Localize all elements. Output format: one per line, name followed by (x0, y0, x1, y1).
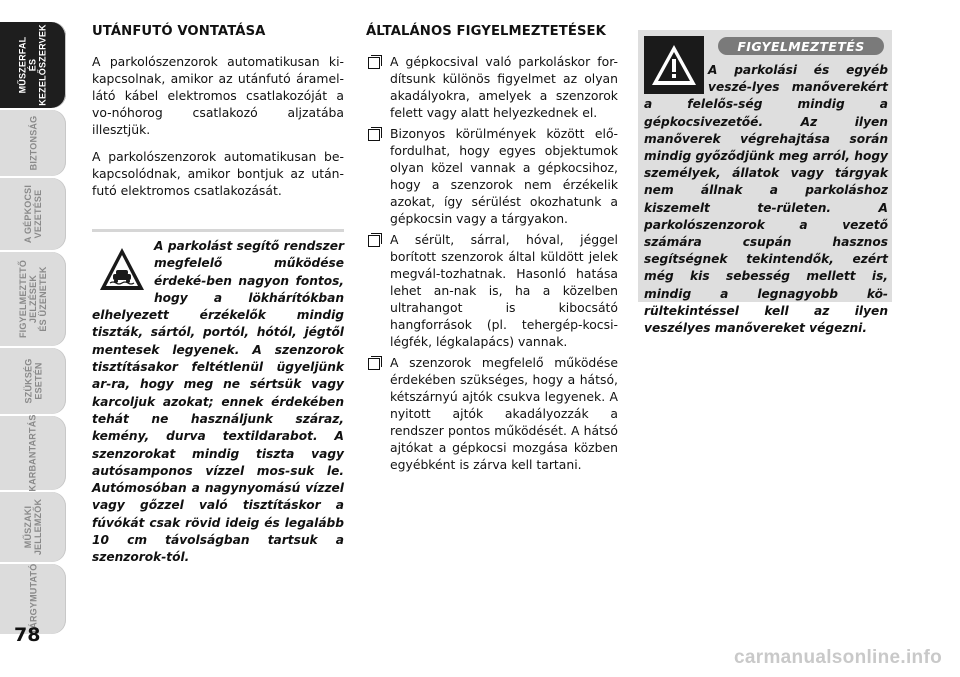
tab-safety[interactable] (0, 110, 66, 176)
panel-text (644, 62, 888, 337)
divider (92, 229, 344, 232)
page-number: 78 (14, 624, 41, 646)
paragraph: A parkolószenzorok automatikusan ki-kapcsolnak, amikor az utánfutó áramel-látó kábel elektromos csatlakozóját a vo-nóhorog csatlakozó aljzatába illesztjük. (92, 54, 344, 137)
warning-panel (638, 30, 892, 336)
column-trailer-towing (92, 24, 344, 567)
paragraph: A parkolószenzorok automatikusan be-kapcsolódnak, amikor bontjuk az után-futó elektromos csatlakozását. (92, 149, 344, 198)
tab-driving[interactable] (0, 178, 66, 250)
tab-label: MŰSZERFAL ÉS KEZELŐSZERVEK (18, 24, 49, 106)
tab-label: A GÉPKOCSI VEZETÉSE (23, 184, 43, 244)
tab-instruments-controls[interactable] (0, 22, 66, 108)
section-title: ÁLTALÁNOS FIGYELMEZTETÉSEK (366, 24, 606, 39)
checkbox-bullet-icon (368, 235, 380, 247)
tab-label: MŰSZAKI JELLEMZŐK (23, 498, 43, 556)
column-general-warnings (366, 24, 618, 477)
tab-technical-data[interactable] (0, 492, 66, 562)
panel-header-label: FIGYELMEZTETÉS (737, 38, 865, 54)
watermark: carmanualsonline.info (734, 647, 942, 668)
tab-label: KARBANTARTÁS (28, 414, 39, 492)
list-item-text: Bizonyos körülmények között elő-fordulhat, hogy egyes objektumok olyan közel vannak a gépkocsihoz, hogy a szenzorok nem érzékelik azokat, így sérülést okozhatunk a gépkocsin vagy a tárgyakon. (390, 126, 618, 226)
list-item (366, 125, 618, 227)
tab-maintenance[interactable] (0, 416, 66, 490)
list-item-text: A gépkocsival való parkoláskor for-dítsunk különös figyelmet az olyan akadályokra, amelyek a szenzorok felett vagy alatt helyezkednek el. (390, 54, 618, 120)
text-spacer (644, 62, 708, 96)
tab-label: BIZTONSÁG (27, 115, 38, 171)
checkbox-bullet-icon (368, 129, 380, 141)
list-item (366, 53, 618, 121)
tab-warning-lights[interactable] (0, 252, 66, 346)
section-title: UTÁNFUTÓ VONTATÁSA (92, 24, 266, 39)
checkbox-bullet-icon (368, 358, 380, 370)
panel-header (718, 37, 884, 55)
panel-text-content: A parkolási és egyéb veszé-lyes manőverekért a felelős-ség mindig a gépkocsivezetőé. Az ilyen manőverek végrehajtása során mindig győződjünk meg arról, hogy személyek, állatok vagy tárgyak nem állnak a parkoláshoz kiszemelt te-rületen. A parkolószenzorok a vezető számára csupán hasznos segítségnek tekintendők, ezért még kis sebesség mellett is, mindig a legnagyobb kö-rültekintéssel kell az ilyen veszélyes manővereket végezni. (644, 63, 888, 336)
list-item-text: A szenzorok megfelelő működése érdekében szükséges, hogy a hátsó, kétszárnyú ajtók csukva legyenek. A nyitott ajtók akadályozzák a rendszer pontos működését. A hátsó ajtókat a gépkocsi mozgása közben egyébként is zárva kell tartani. (390, 355, 618, 472)
tab-emergency[interactable] (0, 348, 66, 414)
car-warning-icon (98, 246, 146, 294)
list-item (366, 354, 618, 473)
warning-list (366, 53, 618, 473)
tab-label: TÁRGYMUTATÓ (28, 563, 39, 635)
checkbox-bullet-icon (368, 57, 380, 69)
list-item (366, 231, 618, 350)
tab-label: FIGYELMEZTETŐ JELZÉSEK ÉS ÜZENETEK (18, 259, 49, 339)
warning-block (92, 238, 344, 567)
tab-label: SZÜKSÉG ESETÉN (23, 358, 43, 404)
list-item-text: A sérült, sárral, hóval, jéggel borított szenzorok által küldött jelek megvál-tozhatnak. Hasonló hatása lehet an-nak is, ha a közelben ultrahangot is kibocsátó hangforrások (pl. tehergép-kocsi-légfék, légkalapács) vannak. (390, 232, 618, 349)
warning-text: A parkolást segítő rendszer megfelelő működése érdeké-ben nagyon fontos, hogy a lökhárítókban elhelyezett érzékelők mindig tiszták, sártól, portól, hótól, jégtől mentesek legyenek. A szenzorok tisztításakor feltétlenül ügyeljünk ar-ra, hogy meg ne sértsük vagy karcoljuk azokat; ennek érdekében tehát ne használjunk száraz, kemény, durva textildarabot. A szenzorokat mindig tiszta vagy autósamponos vízzel mos-suk le. Autómosóban a nagynyomású vízzel vagy gőzzel való tisztításkor a fúvókát csak rövid ideig és legalább 10 cm távolságban tartsuk a szenzorok-tól. (92, 239, 344, 565)
